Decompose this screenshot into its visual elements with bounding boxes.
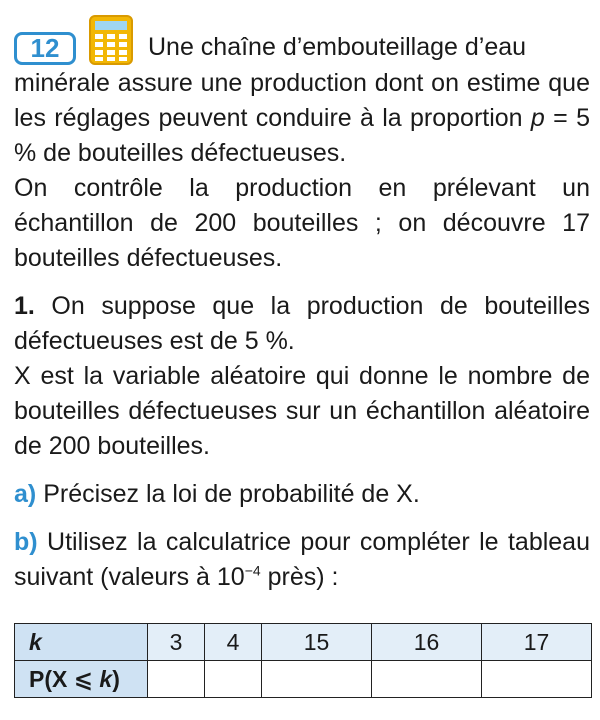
question-b-text-end: près) : xyxy=(260,563,339,591)
k-header-label: k xyxy=(29,628,42,655)
probability-header-cell xyxy=(15,661,148,698)
intro-text: minérale assure une production dont on estime que les réglages peuvent conduire à la proportion xyxy=(14,69,590,132)
question-b-label: b) xyxy=(14,528,38,556)
exercise-number-badge: 12 xyxy=(14,32,76,65)
question-a-label: a) xyxy=(14,480,37,508)
probability-answer-cell xyxy=(482,661,592,698)
k-value-cell: 3 xyxy=(148,624,205,661)
question-a xyxy=(14,477,590,512)
probability-answer-cell xyxy=(372,661,482,698)
question-b-text: Utilisez la calculatrice pour compléter le tableau suivant (valeurs à 10 xyxy=(14,528,590,591)
probability-answer-cell xyxy=(262,661,372,698)
k-value-cell: 4 xyxy=(205,624,262,661)
question-1 xyxy=(14,289,590,359)
p-value-text: = 5 % de bouteilles défectueuses. xyxy=(14,104,590,167)
intro-first-line: Une chaîne d’embouteillage d’eau xyxy=(148,33,527,61)
table-row-probability xyxy=(15,661,592,698)
probability-answer-cell xyxy=(148,661,205,698)
exercise-header xyxy=(14,30,590,66)
k-value-cell: 15 xyxy=(262,624,372,661)
intro-paragraph xyxy=(14,66,590,171)
probability-table xyxy=(14,623,592,698)
question-1-label: 1. xyxy=(14,292,35,320)
control-paragraph: On contrôle la production en prélevant un échantillon de 200 bouteilles ; on découvre 17 bouteilles défectueuses. xyxy=(14,174,590,272)
question-b xyxy=(14,525,590,595)
probability-header-suffix: ) xyxy=(112,665,120,692)
probability-header-var: k xyxy=(99,665,113,692)
probability-answer-cell xyxy=(205,661,262,698)
table-row-k xyxy=(15,624,592,661)
k-value-cell: 17 xyxy=(482,624,592,661)
probability-header-prefix: P(X ⩽ xyxy=(29,665,100,692)
question-a-text: Précisez la loi de probabilité de X. xyxy=(43,480,420,508)
x-definition: X est la variable aléatoire qui donne le nombre de bouteilles défectueuses sur un échantillon aléatoire de 200 bouteilles. xyxy=(14,362,590,460)
k-value-cell: 16 xyxy=(372,624,482,661)
exponent: −4 xyxy=(244,562,261,579)
question-1-text: On suppose que la production de bouteilles défectueuses est de 5 %. xyxy=(14,292,590,355)
p-variable: p xyxy=(530,104,545,132)
k-header-cell xyxy=(15,624,148,661)
calculator-icon xyxy=(86,14,136,66)
